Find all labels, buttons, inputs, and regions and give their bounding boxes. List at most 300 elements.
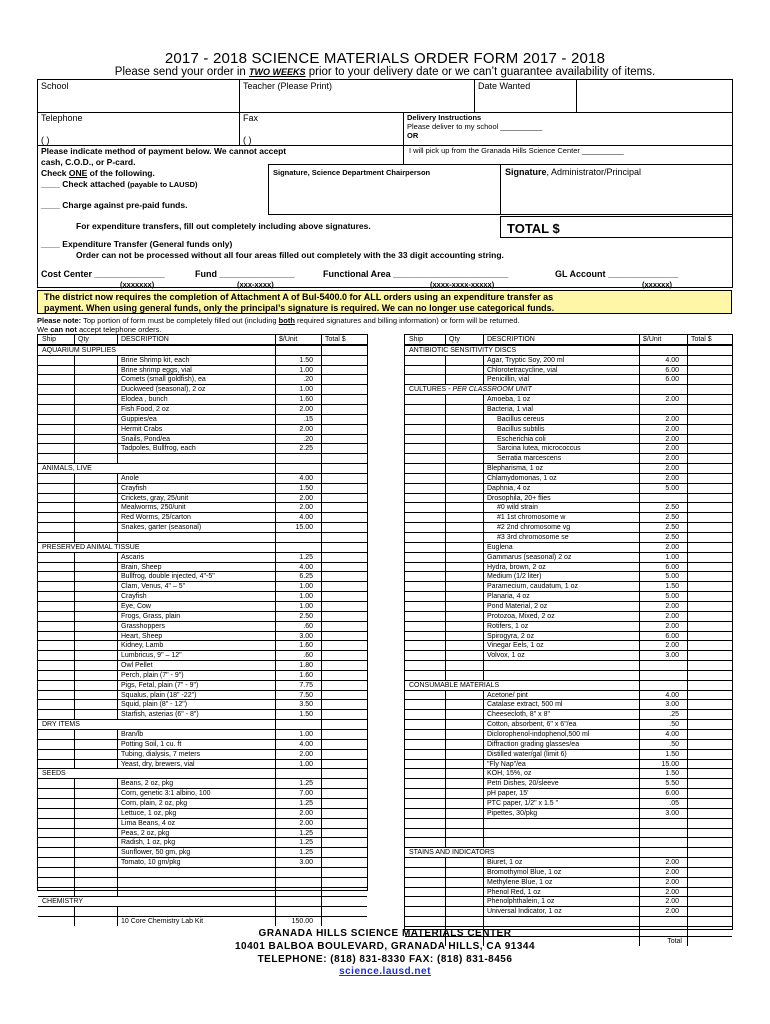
item-description: Sunflower, 50 gm, pkg xyxy=(121,849,191,857)
item-unit-price: 3.00 xyxy=(665,701,679,709)
item-description: Drosophila, 20+ flies xyxy=(487,494,551,502)
table-row xyxy=(38,483,367,493)
item-description: Phenolphthalein, 1 oz xyxy=(487,898,555,906)
item-unit-price: 6.25 xyxy=(299,573,313,581)
item-description: Blepharisma, 1 oz xyxy=(487,465,544,473)
category-row xyxy=(405,345,732,355)
item-unit-price: 1.25 xyxy=(299,780,313,788)
category-text: ANTIBIOTIC SENSITIVITY DISCS xyxy=(409,346,517,354)
category-note: PER CLASSROOM UNIT xyxy=(452,386,532,394)
website-link[interactable]: science.lausd.net xyxy=(339,966,431,977)
item-description: Daphnia, 4 oz xyxy=(487,484,531,492)
item-unit-price: 3.00 xyxy=(665,652,679,660)
table-row xyxy=(38,502,367,512)
table-row xyxy=(38,749,367,759)
item-description: Chlorotetracycline, vial xyxy=(487,366,558,374)
telephone-field[interactable]: Telephone xyxy=(41,113,83,123)
item-description: Duckweed (seasonal), 2 oz xyxy=(121,386,206,394)
item-unit-price: .20 xyxy=(303,435,313,443)
item-description: Medium (1/2 liter) xyxy=(487,573,542,581)
category-text: DRY ITEMS xyxy=(42,721,80,729)
item-description: Amoeba, 1 oz xyxy=(487,396,531,404)
category-text: SEEDS xyxy=(42,770,66,778)
item-unit-price: 2.50 xyxy=(665,504,679,512)
item-description: Bacillus cereus xyxy=(497,415,545,423)
item-unit-price: 2.00 xyxy=(665,612,679,620)
table-row xyxy=(38,867,367,877)
item-description: Lumbricus, 9" – 12" xyxy=(121,652,182,660)
table-row xyxy=(405,699,732,709)
item-unit-price: 4.00 xyxy=(665,731,679,738)
fax-paren: ( ) xyxy=(243,135,252,145)
item-unit-price: 1.25 xyxy=(299,849,313,857)
accounting-string-note: Order can not be processed without all four areas filled out completely with the 33 digit accounting string. xyxy=(76,250,504,260)
table-row xyxy=(38,818,367,828)
functional-area-field[interactable]: Functional Area _______________________ xyxy=(323,269,509,279)
gl-account-format: (xxxxxx) xyxy=(642,280,673,289)
table-row xyxy=(405,453,732,463)
item-unit-price: .20 xyxy=(303,376,313,384)
item-unit-price: 1.25 xyxy=(299,553,313,561)
table-row xyxy=(38,631,367,641)
form-title: 2017 - 2018 SCIENCE MATERIALS ORDER FORM 2017 - 2018 xyxy=(164,50,606,67)
item-unit-price: 1.00 xyxy=(299,386,313,394)
table-row xyxy=(38,739,367,749)
item-unit-price: 4.00 xyxy=(299,514,313,522)
item-description: Peas, 2 oz, pkg xyxy=(121,829,170,837)
table-row xyxy=(405,493,732,503)
table-row xyxy=(405,690,732,700)
subtitle-pre: Please send your order in xyxy=(114,66,246,78)
item-description: Bullfrog, double injected, 4"-5" xyxy=(121,573,215,581)
table-row xyxy=(38,621,367,631)
or-label: OR xyxy=(407,131,419,140)
table-row xyxy=(38,443,367,453)
item-description: Pipettes, 30/pkg xyxy=(487,809,538,817)
category-row xyxy=(38,463,367,473)
check-one-label: Check ONE of the following. xyxy=(41,168,155,178)
table-row xyxy=(38,601,367,611)
unit-price-header: $/Unit xyxy=(279,336,298,343)
item-description: Crickets, gray, 25/unit xyxy=(121,494,189,502)
item-unit-price: 5.50 xyxy=(665,780,679,788)
notice-line-2: payment. When using general funds, only the principal’s signature is required. We can no longer use categorical funds. xyxy=(44,303,555,313)
item-unit-price: 7.00 xyxy=(299,790,313,798)
table-row xyxy=(405,670,732,680)
item-description: Agar, Tryptic Soy, 200 ml xyxy=(487,356,565,364)
item-description: Ascaris xyxy=(121,553,144,561)
table-row xyxy=(405,759,732,769)
item-unit-price: 2.00 xyxy=(665,622,679,630)
item-description: Euglena xyxy=(487,543,513,551)
item-unit-price: 1.60 xyxy=(299,396,313,404)
table-row xyxy=(38,709,367,719)
table-row xyxy=(38,611,367,621)
table-row xyxy=(405,640,732,650)
table-row xyxy=(38,759,367,769)
item-description: Elodea , bunch xyxy=(121,396,168,404)
item-description: Spirogyra, 2 oz xyxy=(487,632,535,640)
item-description: Squid, plain (8" - 12") xyxy=(121,701,188,709)
table-row xyxy=(38,493,367,503)
table-row xyxy=(405,631,732,641)
table-row xyxy=(405,896,732,906)
item-unit-price: 1.25 xyxy=(299,839,313,847)
administrator-signature-field[interactable]: Signature, Administrator/Principal xyxy=(505,167,642,177)
table-row xyxy=(405,483,732,493)
subtitle-post: prior to your delivery date or we can’t guarantee availability of items. xyxy=(308,66,656,78)
item-unit-price: 1.00 xyxy=(299,583,313,591)
item-unit-price: 1.00 xyxy=(299,602,313,610)
date-wanted-field[interactable]: Date Wanted xyxy=(478,81,531,91)
table-row xyxy=(38,670,367,680)
table-row xyxy=(38,847,367,857)
item-unit-price: 4.00 xyxy=(665,356,679,364)
item-unit-price: 2.00 xyxy=(665,455,679,463)
item-description: Kidney, Lamb xyxy=(121,642,164,650)
item-unit-price: 1.50 xyxy=(299,484,313,492)
item-description: Methylene Blue, 1 oz xyxy=(487,878,553,886)
payment-instructions-2: cash, C.O.D., or P-card. xyxy=(41,157,136,167)
item-unit-price: 2.00 xyxy=(665,602,679,610)
item-unit-price: 1.80 xyxy=(299,662,313,670)
description-header: DESCRIPTION xyxy=(487,336,535,343)
table-row xyxy=(38,857,367,867)
item-description: Cotton, absorbent, 6" x 6"/ea xyxy=(487,721,577,729)
item-description: Distilled water/gal (limit 6) xyxy=(487,750,567,758)
table-row xyxy=(405,768,732,778)
table-row xyxy=(405,443,732,453)
telephone-orders-note: We can not accept telephone orders. xyxy=(37,325,162,334)
item-unit-price: 4.00 xyxy=(299,474,313,482)
item-unit-price: 1.00 xyxy=(299,366,313,374)
item-description: Planaria, 4 oz xyxy=(487,593,530,601)
item-unit-price: 2.00 xyxy=(665,425,679,433)
item-description: Sarcina lutea, micrococcus xyxy=(497,445,581,453)
item-description: Phenol Red, 1 oz xyxy=(487,888,541,896)
fax-field[interactable]: Fax xyxy=(243,113,259,123)
table-row xyxy=(38,365,367,375)
category-row xyxy=(405,680,732,690)
prepaid-option[interactable]: ____ Charge against pre-paid funds. xyxy=(41,200,188,210)
item-description: Vinegar Eels, 1 oz xyxy=(487,642,544,650)
item-unit-price: 1.50 xyxy=(665,750,679,758)
item-description: Perch, plain (7" - 9") xyxy=(121,671,184,679)
item-unit-price: 2.00 xyxy=(665,543,679,551)
category-text: CONSUMABLE MATERIALS xyxy=(409,681,500,689)
ship-header: Ship xyxy=(409,336,424,343)
table-row xyxy=(38,453,367,463)
item-unit-price: 2.50 xyxy=(299,612,313,620)
item-description: Corn, plain, 2 oz, pkg xyxy=(121,799,188,807)
item-unit-price: 1.25 xyxy=(299,799,313,807)
expenditure-note: For expenditure transfers, fill out completely including above signatures. xyxy=(76,221,371,231)
table-row xyxy=(405,502,732,512)
table-row xyxy=(38,394,367,404)
item-description: #3 3rd chromosome se xyxy=(497,534,569,541)
item-description: Petri Dishes, 20/sleeve xyxy=(487,780,559,788)
total-field[interactable]: TOTAL $ xyxy=(507,221,560,236)
table-row xyxy=(38,680,367,690)
table-row xyxy=(405,374,732,384)
table-row xyxy=(38,562,367,572)
item-description: Guppies/ea xyxy=(121,415,157,423)
item-unit-price: .25 xyxy=(669,711,679,719)
item-description: Grasshoppers xyxy=(121,622,165,630)
table-row xyxy=(38,571,367,581)
fund-field[interactable]: Fund _______________ xyxy=(195,269,295,279)
telephone-paren: ( ) xyxy=(41,135,50,145)
item-description: Crayfish xyxy=(121,484,147,492)
item-description: Cheesecloth, 8" x 8" xyxy=(487,711,550,719)
table-row xyxy=(405,877,732,887)
item-description: Pond Material, 2 oz xyxy=(487,602,548,610)
item-description: Universal Indicator, 1 oz xyxy=(487,908,562,916)
table-row xyxy=(405,562,732,572)
table-row xyxy=(405,719,732,729)
item-description: Acetone/ pint xyxy=(487,691,528,699)
item-unit-price: 4.00 xyxy=(299,740,313,748)
item-description: Bran/lb xyxy=(121,731,144,738)
total-header: Total $ xyxy=(691,336,712,343)
qty-header: Qty xyxy=(78,336,89,343)
category-row xyxy=(405,847,732,857)
item-unit-price: 2.00 xyxy=(665,878,679,886)
item-unit-price: 2.50 xyxy=(665,524,679,532)
item-unit-price: 2.00 xyxy=(299,494,313,502)
table-row xyxy=(38,778,367,788)
item-description: Brine shrimp eggs, vial xyxy=(121,366,192,374)
item-description: Beans, 2 oz, pkg xyxy=(121,780,174,788)
table-header-row xyxy=(405,335,732,345)
qty-header: Qty xyxy=(449,336,460,343)
item-unit-price: 15.00 xyxy=(295,524,313,532)
item-description: Frogs, Grass, plain xyxy=(121,612,181,620)
item-unit-price: 3.00 xyxy=(299,632,313,640)
item-description: Starfish, asterias (6" - 8") xyxy=(121,711,199,719)
deliver-to-school-option[interactable]: Please deliver to my school __________ xyxy=(407,122,543,131)
item-description: Penicillin, vial xyxy=(487,376,530,384)
unit-price-header: $/Unit xyxy=(643,336,662,343)
table-row xyxy=(38,916,367,926)
gl-account-field[interactable]: GL Account ______________ xyxy=(555,269,679,279)
table-row xyxy=(38,788,367,798)
item-description: Hermit Crabs xyxy=(121,425,163,433)
item-description: Clam, Venus, 4" – 5" xyxy=(121,583,186,591)
item-unit-price: 6.00 xyxy=(665,563,679,571)
item-description: PTC paper, 1/2" x 1.5 " xyxy=(487,799,559,807)
item-description: Chlamydomonas, 1 oz xyxy=(487,474,557,482)
table-row xyxy=(38,660,367,670)
cost-center-field[interactable]: Cost Center ______________ xyxy=(41,269,165,279)
total-label: Total xyxy=(667,937,682,945)
item-description: Comets (small goldfish), ea xyxy=(121,376,206,384)
table-row xyxy=(38,877,367,887)
table-row xyxy=(38,374,367,384)
teacher-field[interactable]: Teacher (Please Print) xyxy=(243,81,333,91)
table-row xyxy=(38,532,367,542)
table-row xyxy=(405,591,732,601)
item-description: "Fly Nap"/ea xyxy=(487,760,526,768)
category-text: CULTURES - xyxy=(409,386,453,394)
expenditure-transfer-option[interactable]: ____ Expenditure Transfer (General funds only) xyxy=(41,239,233,249)
delivery-title: Delivery Instructions xyxy=(407,113,482,122)
item-description: Squalus, plain (18" -22") xyxy=(121,691,197,699)
item-description: Corn, genetic 3:1 albino, 100 xyxy=(121,790,211,798)
table-row xyxy=(405,414,732,424)
item-unit-price: 5.00 xyxy=(665,593,679,601)
item-unit-price: 3.50 xyxy=(299,701,313,709)
item-unit-price: 2.00 xyxy=(665,415,679,423)
item-unit-price: 1.50 xyxy=(665,583,679,591)
item-unit-price: 6.00 xyxy=(665,376,679,384)
item-description: Serratia marcescens xyxy=(497,455,562,463)
table-row xyxy=(405,837,732,847)
fund-format: (xxx-xxxx) xyxy=(237,280,274,289)
table-row xyxy=(38,887,367,897)
category-text: CHEMISTRY xyxy=(42,898,84,906)
item-description: Lettuce, 1 oz, pkg xyxy=(121,809,177,817)
item-unit-price: 2.00 xyxy=(665,474,679,482)
table-row xyxy=(38,699,367,709)
item-description: Volvox, 1 oz xyxy=(487,652,525,660)
table-row xyxy=(405,434,732,444)
item-description: Diclorophenol-indophenol,500 ml xyxy=(487,731,590,738)
item-description: Yeast, dry, brewers, vial xyxy=(121,760,195,768)
item-description: Tubing, dialysis, 7 meters xyxy=(121,750,201,758)
item-description: KOH, 15%, oz xyxy=(487,770,532,778)
item-unit-price: 2.00 xyxy=(665,908,679,916)
item-unit-price: 1.25 xyxy=(299,829,313,837)
category-row xyxy=(38,896,367,906)
table-row xyxy=(38,414,367,424)
table-row xyxy=(38,650,367,660)
form-subtitle xyxy=(0,66,770,78)
item-unit-price: 1.50 xyxy=(665,770,679,778)
item-description: pH paper, 15' xyxy=(487,790,529,798)
item-description: Bacteria, 1 vial xyxy=(487,405,533,413)
table-row xyxy=(405,463,732,473)
table-row xyxy=(38,837,367,847)
table-row xyxy=(405,798,732,808)
table-row xyxy=(38,473,367,483)
item-description: Pigs, Fetal, plain (7" - 9") xyxy=(121,681,199,689)
table-row xyxy=(405,818,732,828)
subtitle-emphasis: TWO WEEKS xyxy=(249,67,306,77)
table-row xyxy=(405,355,732,365)
item-unit-price: 4.00 xyxy=(299,563,313,571)
table-row xyxy=(38,355,367,365)
table-row xyxy=(38,522,367,532)
item-unit-price: 2.50 xyxy=(665,514,679,522)
item-description: Snakes, garter (seasonal) xyxy=(121,524,202,532)
table-row xyxy=(38,591,367,601)
table-row xyxy=(405,788,732,798)
category-text: PRESERVED ANIMAL TISSUE xyxy=(42,543,140,551)
item-unit-price: 1.00 xyxy=(299,593,313,601)
item-unit-price: .60 xyxy=(303,622,313,630)
table-row xyxy=(405,867,732,877)
category-text: ANIMALS, LIVE xyxy=(42,465,92,473)
left-items-table xyxy=(37,334,368,926)
table-row xyxy=(38,552,367,562)
table-row xyxy=(38,729,367,739)
table-row xyxy=(405,512,732,522)
category-row xyxy=(38,768,367,778)
item-unit-price: 2.25 xyxy=(299,445,313,453)
table-row xyxy=(38,828,367,838)
item-description: Bacillus subtilis xyxy=(497,425,545,433)
item-unit-price: 1.00 xyxy=(665,553,679,561)
table-row xyxy=(405,857,732,867)
item-unit-price: 2.00 xyxy=(665,642,679,650)
table-row xyxy=(405,887,732,897)
item-description: Heart, Sheep xyxy=(121,632,163,640)
chairperson-signature-field[interactable]: Signature, Science Department Chairperson xyxy=(273,168,431,177)
functional-area-format: (xxxx-xxxx-xxxxx) xyxy=(430,280,495,289)
table-row xyxy=(38,640,367,650)
table-row xyxy=(405,473,732,483)
category-text: STAINS AND INDICATORS xyxy=(409,849,495,857)
item-description: Eye, Cow xyxy=(121,602,151,610)
item-unit-price: 2.00 xyxy=(665,868,679,876)
item-unit-price: 1.00 xyxy=(299,731,313,738)
item-description: Tadpoles, Bullfrog, each xyxy=(121,445,196,453)
item-description: Fish Food, 2 oz xyxy=(121,405,170,413)
footer-center-name: GRANADA HILLS SCIENCE MATERIALS CENTER xyxy=(258,928,512,939)
item-description: Rotifers, 1 oz xyxy=(487,622,529,630)
item-description: Radish, 1 oz, pkg xyxy=(121,839,176,847)
table-row xyxy=(405,916,732,926)
category-row xyxy=(405,384,732,394)
pickup-option[interactable]: I will pick up from the Granada Hills Science Center __________ xyxy=(409,146,624,155)
item-description: Red Worms, 25/carton xyxy=(121,514,191,522)
table-row xyxy=(38,512,367,522)
item-unit-price: 5.00 xyxy=(665,573,679,581)
category-row xyxy=(38,542,367,552)
table-row xyxy=(38,690,367,700)
footer-phone: TELEPHONE: (818) 831-8330 FAX: (818) 831-8456 xyxy=(257,954,513,965)
item-unit-price: 4.00 xyxy=(665,691,679,699)
table-row xyxy=(405,365,732,375)
table-row xyxy=(405,601,732,611)
school-field[interactable]: School xyxy=(41,81,69,91)
table-row xyxy=(38,581,367,591)
item-unit-price: 1.50 xyxy=(299,356,313,364)
item-description: Brine Shrimp kit, each xyxy=(121,356,190,364)
table-row xyxy=(405,424,732,434)
footer-address: 10401 BALBOA BOULEVARD, GRANADA HILLS, CA 91344 xyxy=(234,941,536,952)
item-unit-price: 2.00 xyxy=(665,435,679,443)
item-unit-price: 1.60 xyxy=(299,671,313,679)
item-unit-price: 2.00 xyxy=(665,888,679,896)
item-description: Protozoa, Mixed, 2 oz xyxy=(487,612,555,620)
item-unit-price: 2.00 xyxy=(665,898,679,906)
item-unit-price: 2.00 xyxy=(299,425,313,433)
table-row xyxy=(405,729,732,739)
item-description: Brain, Sheep xyxy=(121,563,162,571)
table-row xyxy=(405,552,732,562)
item-unit-price: .50 xyxy=(669,721,679,729)
item-unit-price: 2.00 xyxy=(299,405,313,413)
item-unit-price: 2.00 xyxy=(665,396,679,404)
table-row xyxy=(405,739,732,749)
item-description: Tomato, 10 gm/pkg xyxy=(121,859,181,867)
table-row xyxy=(405,650,732,660)
item-description: Lima Beans, 4 oz xyxy=(121,819,176,827)
check-attached-option[interactable]: ____ Check attached (payable to LAUSD) xyxy=(41,179,198,189)
table-row xyxy=(405,581,732,591)
